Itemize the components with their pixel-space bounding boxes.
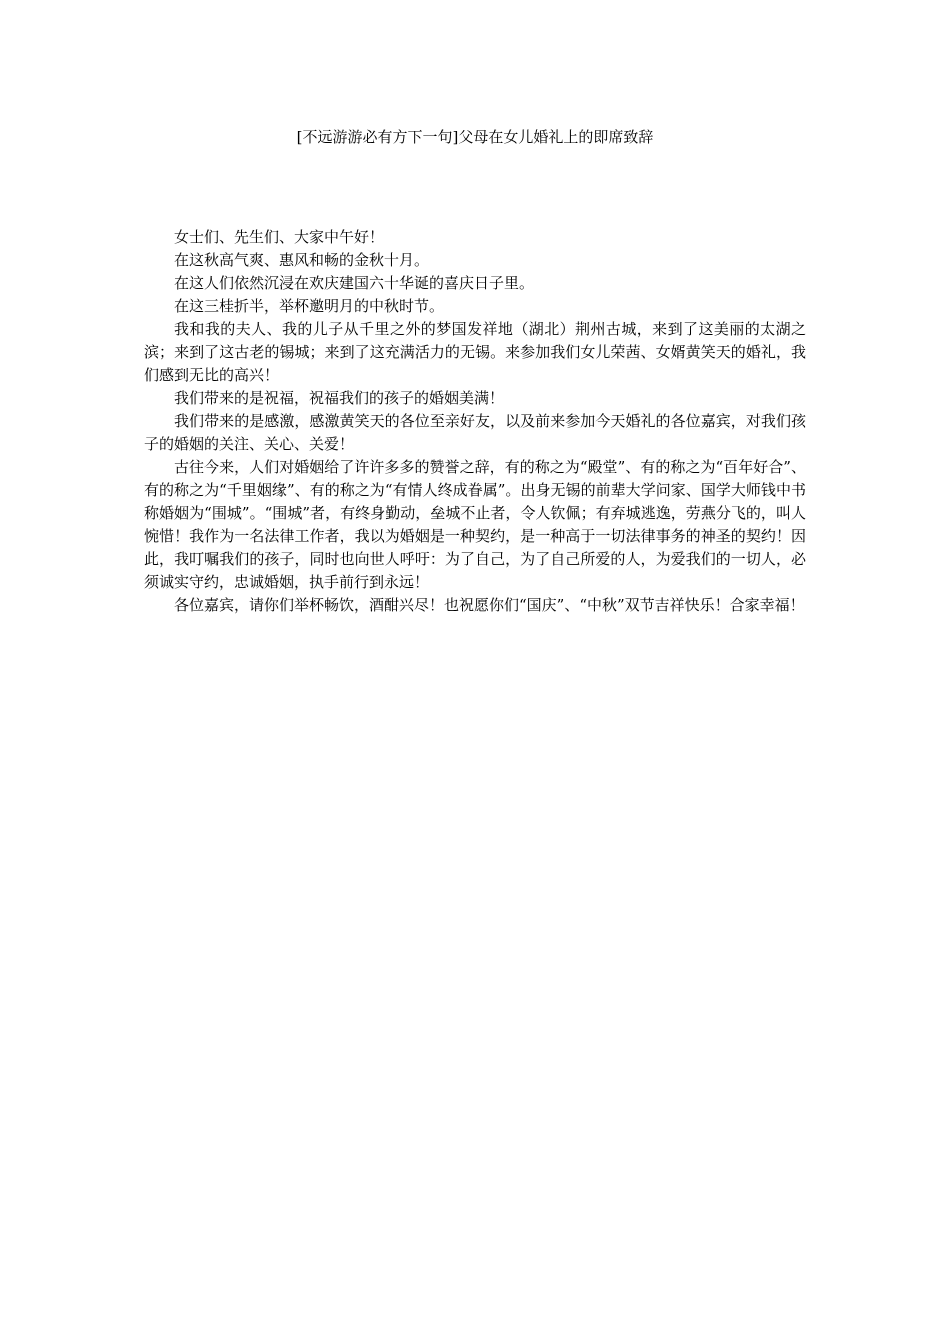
paragraph-greeting: 女士们、先生们、大家中午好！ xyxy=(174,228,385,246)
paragraph-mid-autumn: 在这三桂折半，举杯邀明月的中秋时节。 xyxy=(174,297,445,315)
paragraph-blessing: 我们带来的是祝福，祝福我们的孩子的婚姻美满！ xyxy=(174,389,505,407)
paragraph-marriage-reflection: 古往今来，人们对婚姻给了许许多多的赞誉之辞，有的称之为“殿堂”、有的称之为“百年好合”、有的称之为“千里姻缘”、有的称之为“有情人终成眷属”。出身无锡的前辈大学问家、国学大师钱中书称婚姻为“围城”。“围城”者，有终身勤动，垒城不止者，令人钦佩；有弃城逃逸，劳燕分飞的，叫人惋惜！我作为一名法律工作者，我以为婚姻是一种契约，是一种高于一切法律事务的神圣的契约！因此，我叮嘱我们的孩子，同时也向世人呼吁：为了自己，为了自己所爱的人，为爱我们的一切人，必须诚实守约，忠诚婚姻，执手前行到永远！ xyxy=(144,458,806,591)
paragraph-season: 在这秋高气爽、惠风和畅的金秋十月。 xyxy=(174,251,430,269)
paragraph-toast: 各位嘉宾，请你们举杯畅饮，酒酣兴尽！也祝愿你们“国庆”、“中秋”双节吉祥快乐！合家幸福！ xyxy=(174,596,805,614)
document-body xyxy=(144,226,806,617)
paragraph-national-day: 在这人们依然沉浸在欢庆建国六十华诞的喜庆日子里。 xyxy=(174,274,535,292)
document-title: [不远游游必有方下一句]父母在女儿婚礼上的即席致辞 xyxy=(296,128,654,146)
paragraph-gratitude: 我们带来的是感激，感激黄笑天的各位至亲好友，以及前来参加今天婚礼的各位嘉宾，对我们孩子的婚姻的关注、关心、关爱！ xyxy=(144,412,806,453)
paragraph-arrival: 我和我的夫人、我的儿子从千里之外的梦国发祥地（湖北）荆州古城，来到了这美丽的太湖之滨；来到了这古老的锡城；来到了这充满活力的无锡。来参加我们女儿荣茜、女婿黄笑天的婚礼，我们感到无比的高兴！ xyxy=(144,320,806,384)
